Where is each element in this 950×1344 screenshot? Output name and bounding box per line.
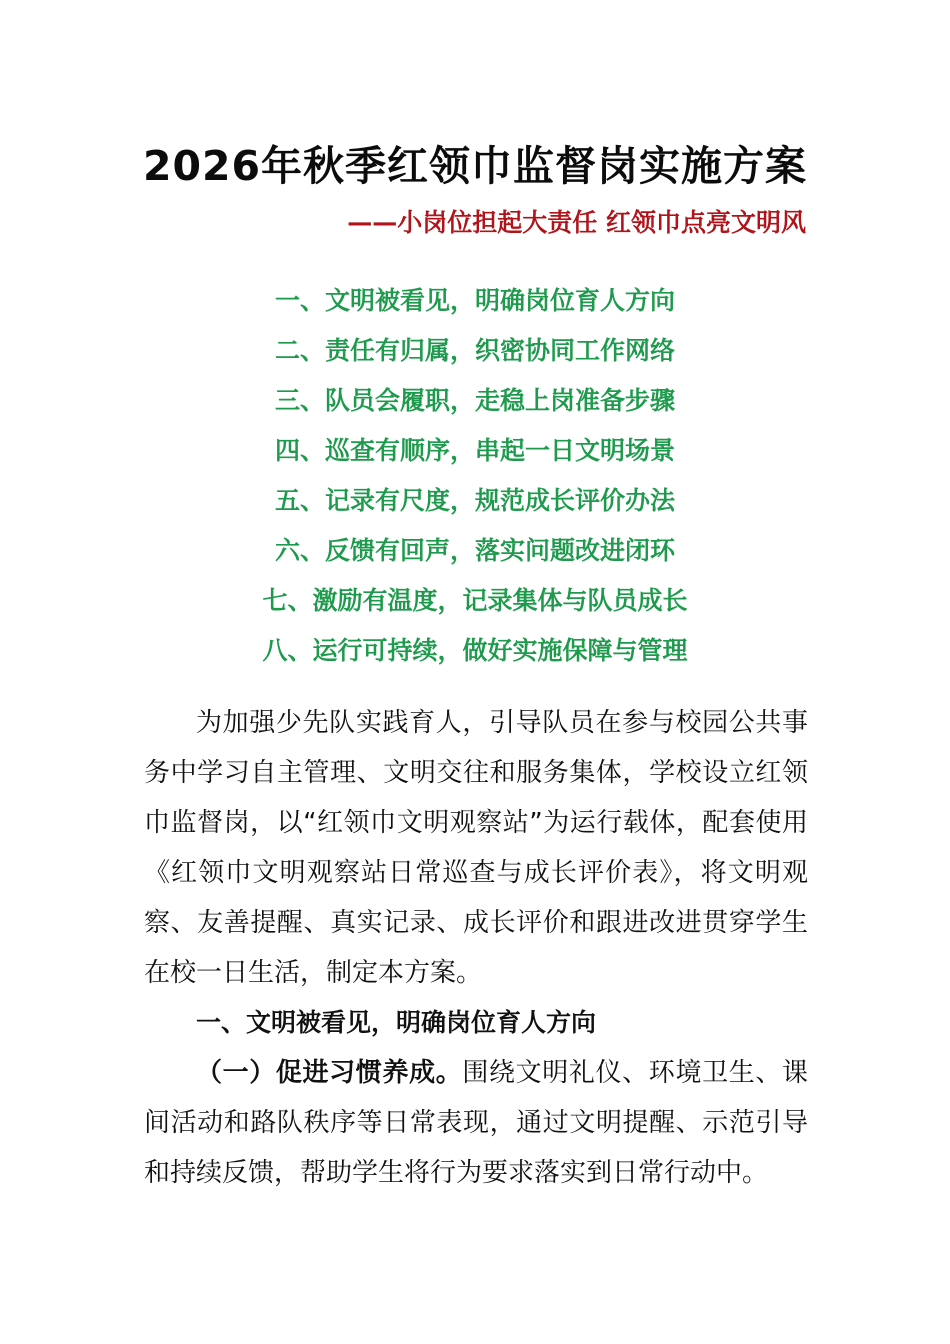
toc-item: 六、反馈有回声，落实问题改进闭环	[274, 536, 675, 565]
intro-paragraph: 为加强少先队实践育人，引导队员在参与校园公共事务中学习自主管理、文明交往和服务集体，学校设立红领巾监督岗，以“红领巾文明观察站”为运行载体，配套使用《红领巾文明观察站日常巡查与成长评价表》，将文明观察、友善提醒、真实记录、成长评价和跟进改进贯穿学生在校一日生活，制定本方案。	[144, 708, 808, 988]
toc-item: 七、激励有温度，记录集体与队员成长	[262, 586, 688, 615]
section-paragraph	[144, 1048, 808, 1198]
toc-item: 二、责任有归属，织密协同工作网络	[274, 336, 675, 365]
section-heading: 一、文明被看见，明确岗位育人方向	[196, 1008, 597, 1037]
document-title: 2026年秋季红领巾监督岗实施方案	[142, 142, 808, 190]
document-subtitle: ——小岗位担起大责任 红领巾点亮文明风	[347, 208, 806, 237]
toc-item: 八、运行可持续，做好实施保障与管理	[262, 636, 688, 665]
paragraph-text: 围绕文明礼仪、环境卫生、课间活动和路队秩序等日常表现，通过文明提醒、示范引导和持续反馈，帮助学生将行为要求落实到日常行动中。	[144, 1058, 808, 1188]
toc-item: 一、文明被看见，明确岗位育人方向	[274, 286, 675, 315]
table-of-contents	[0, 276, 950, 676]
paragraph-lead: （一）促进习惯养成。	[196, 1058, 463, 1088]
toc-item: 四、巡查有顺序，串起一日文明场景	[274, 436, 675, 465]
toc-item: 三、队员会履职，走稳上岗准备步骤	[274, 386, 675, 415]
toc-item: 五、记录有尺度，规范成长评价办法	[274, 486, 675, 515]
